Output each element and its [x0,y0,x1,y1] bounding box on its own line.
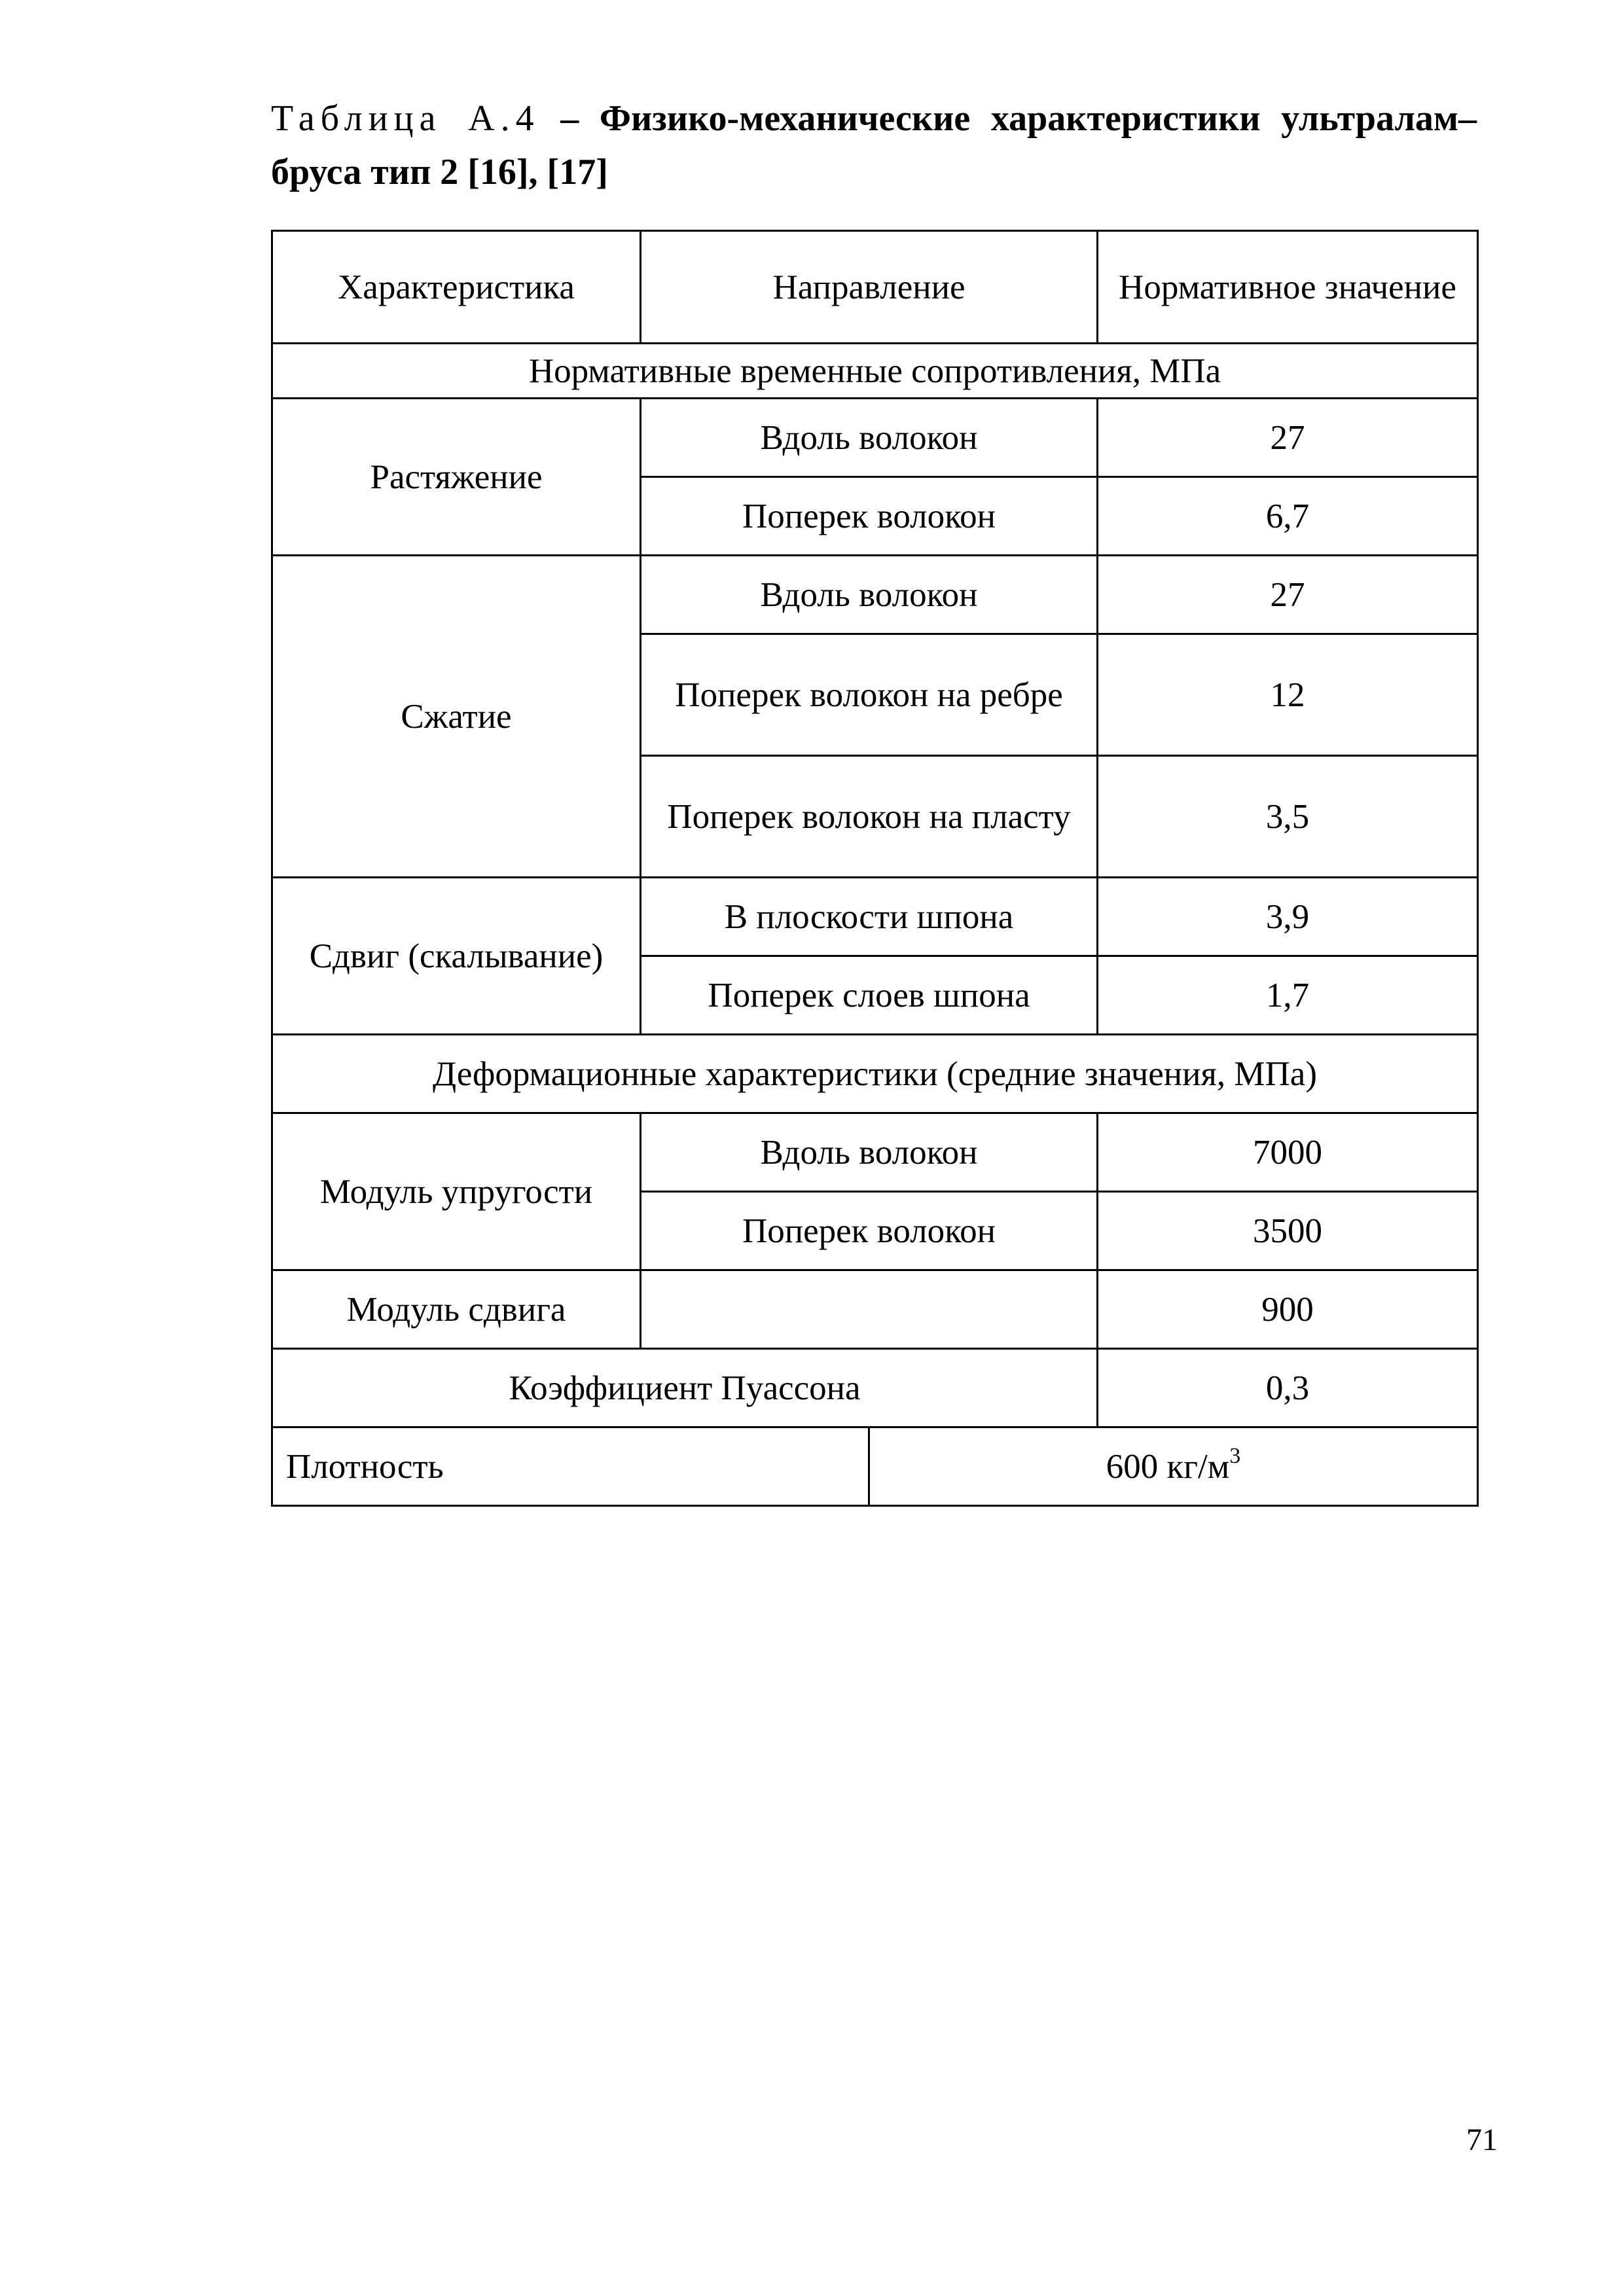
density-value-cell [869,1427,1478,1506]
properties-table [271,230,1479,1507]
direction-cell: Вдоль волокон [641,556,1098,634]
header-value: Нормативное значение [1098,231,1478,344]
caption-dash: – [560,98,579,139]
section-strength: Нормативные временные сопротивления, МПа [272,344,1478,399]
value-cell: 3,9 [1098,878,1478,956]
table-header-row [272,231,1478,344]
table-row [272,878,1478,956]
compression-label: Сжатие [272,556,641,878]
table-row [272,556,1478,634]
direction-cell: Поперек волокон на ребре [641,634,1098,756]
value-cell: 27 [1098,556,1478,634]
value-cell: 1,7 [1098,956,1478,1035]
section-row-deformation [272,1035,1478,1113]
density-unit-exponent: 3 [1229,1443,1241,1468]
table-row [272,1113,1478,1192]
value-cell: 3,5 [1098,756,1478,878]
direction-cell: Поперек волокон [641,1192,1098,1270]
value-cell: 7000 [1098,1113,1478,1192]
header-direction: Направление [641,231,1098,344]
elastic-modulus-label: Модуль упругости [272,1113,641,1270]
table-row [272,1427,1478,1506]
caption-prefix: Таблица А.4 [271,98,540,139]
table-row [272,1270,1478,1349]
direction-cell: В плоскости шпона [641,878,1098,956]
value-cell: 0,3 [1098,1349,1478,1427]
density-value: 600 кг/м [1106,1447,1230,1486]
value-cell: 3500 [1098,1192,1478,1270]
shear-label: Сдвиг (скалывание) [272,878,641,1035]
caption-title: Физико-механические характеристики ультралам–бруса тип 2 [16], [17] [271,98,1477,192]
table-row [272,1349,1478,1427]
value-cell: 900 [1098,1270,1478,1349]
value-cell: 27 [1098,399,1478,477]
shear-modulus-label: Модуль сдвига [272,1270,641,1349]
section-row-strength [272,344,1478,399]
direction-cell: Вдоль волокон [641,399,1098,477]
direction-cell: Вдоль волокон [641,1113,1098,1192]
tension-label: Растяжение [272,399,641,556]
direction-cell: Поперек волокон на пласту [641,756,1098,878]
direction-cell: Поперек волокон [641,477,1098,556]
header-characteristic: Характеристика [272,231,641,344]
direction-cell: Поперек слоев шпона [641,956,1098,1035]
table-caption [271,92,1477,199]
section-deformation: Деформационные характеристики (средние значения, МПа) [272,1035,1478,1113]
page-number: 71 [1466,2123,1498,2157]
value-cell: 12 [1098,634,1478,756]
density-label: Плотность [272,1427,869,1506]
value-cell: 6,7 [1098,477,1478,556]
table-row [272,399,1478,477]
poisson-label: Коэффициент Пуассона [272,1349,1098,1427]
direction-cell [641,1270,1098,1349]
